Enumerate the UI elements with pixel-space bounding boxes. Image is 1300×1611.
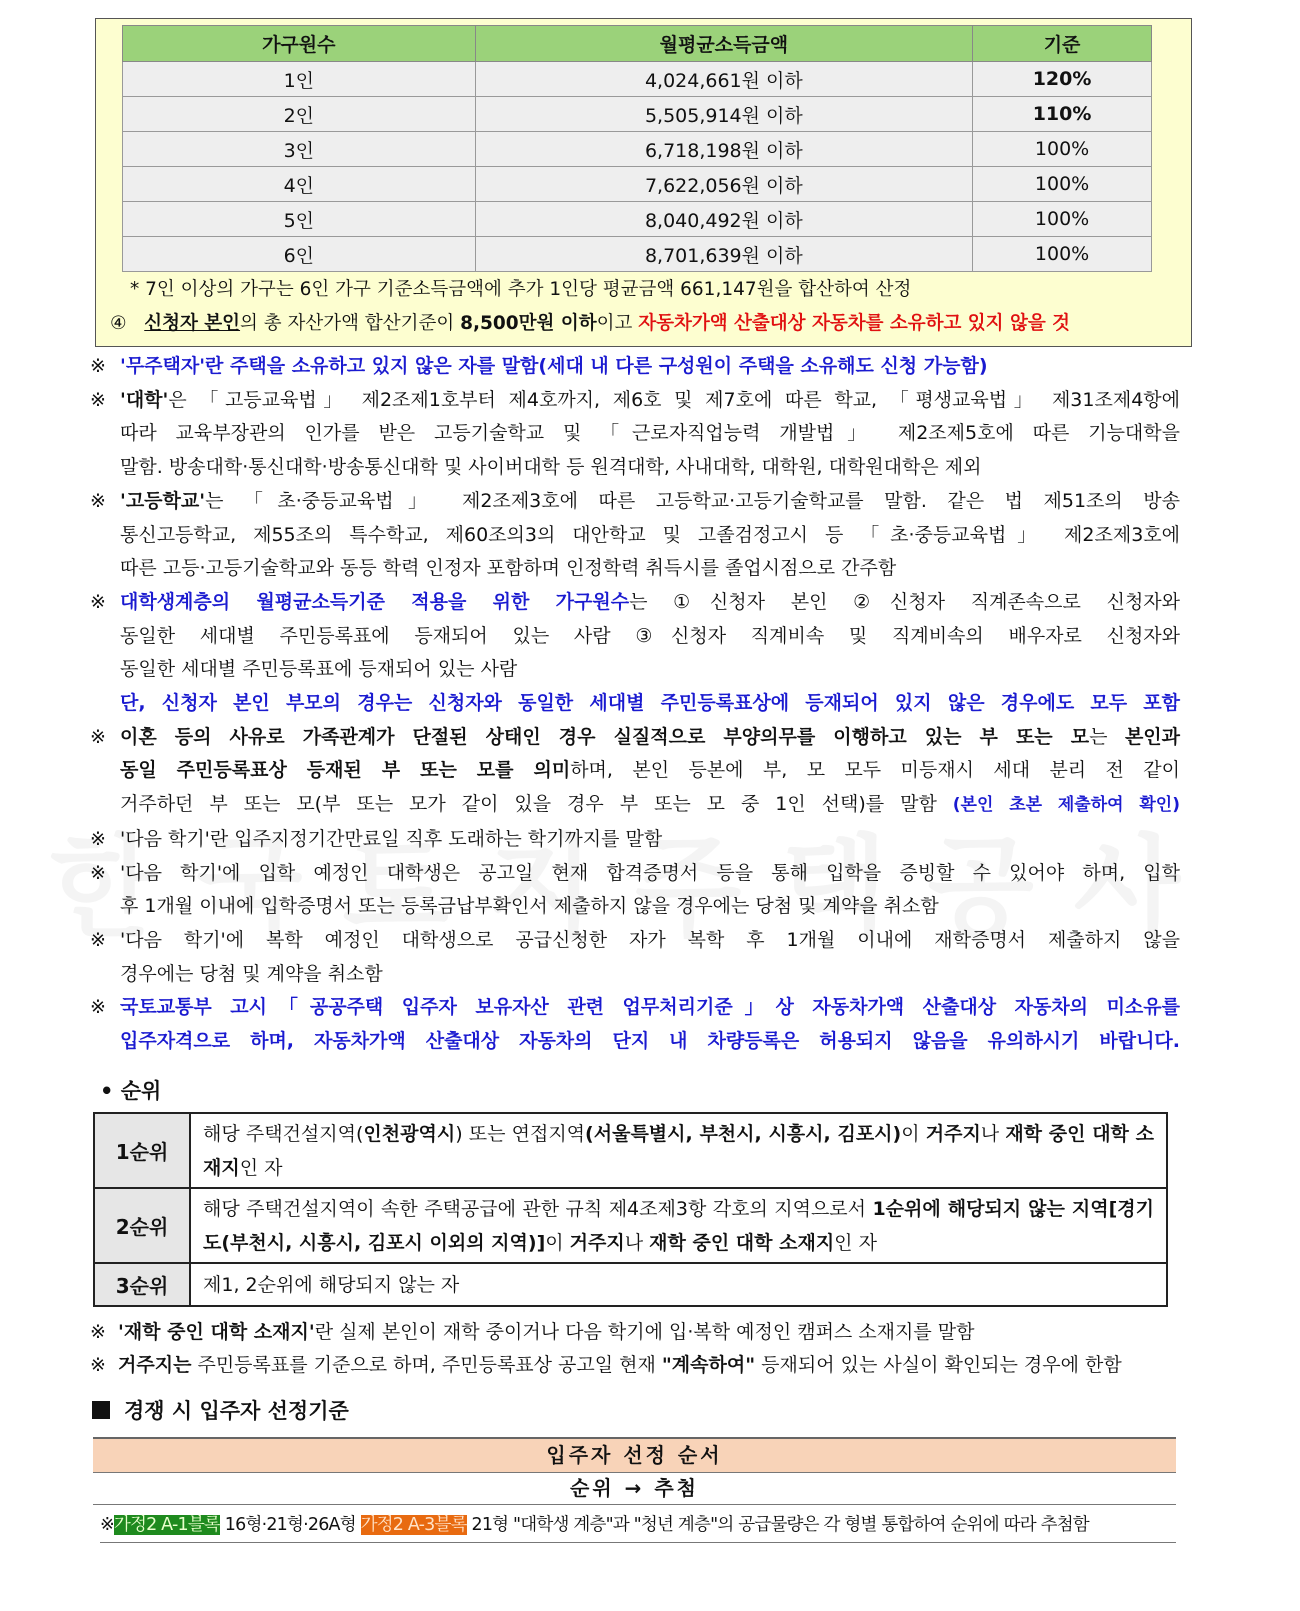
note-text: '다음 학기'에 입학 예정인 대학생은 공고일 현재 합격증명서 등을 통해 입학을 증빙할 수 있어야 하며, 입학 xyxy=(120,861,1180,884)
note-text xyxy=(120,754,1180,788)
note-text: 후 1개월 이내에 입학증명서 또는 등록금납부확인서 제출하지 않을 경우에는 당첨 및 계약을 취소함 xyxy=(120,895,939,918)
cell-household: 5인 xyxy=(123,202,476,237)
note-vehicle xyxy=(90,991,1180,1025)
rank-notes xyxy=(90,1316,1122,1382)
note-blue: (본인 초본 제출하여 확인) xyxy=(952,795,1180,816)
table-row xyxy=(123,202,1152,237)
note-text: 동일한 세대별 주민등록표에 등재되어 있는 사람 ③신청자 직계비속 및 직계비속의 배우자로 신청자와 xyxy=(120,624,1180,647)
note-text: 동일한 세대별 주민등록표에 등재되어 있는 사람 xyxy=(120,658,518,681)
cell-standard: 100% xyxy=(973,237,1152,272)
cell-income: 4,024,661원 이하 xyxy=(475,62,973,97)
rank-bold: (서울특별시, 부천시, 시흥시, 김포시) xyxy=(585,1122,902,1145)
selection-header: 입주자 선정 순서 xyxy=(93,1437,1176,1473)
rank-bold: 거주지 xyxy=(569,1231,625,1254)
note-mark: ※ xyxy=(90,928,106,951)
cell-household: 6인 xyxy=(123,237,476,272)
header-standard: 기준 xyxy=(973,26,1152,62)
note-text: 주민등록표를 기준으로 하며, 주민등록표상 공고일 현재 xyxy=(191,1354,662,1376)
rank-text: 인 자 xyxy=(239,1156,283,1179)
cell-income: 5,505,914원 이하 xyxy=(475,97,973,132)
note-bold: 본인과 xyxy=(1124,725,1180,748)
rank-table xyxy=(93,1112,1168,1307)
selection-order: 순위 → 추첨 xyxy=(93,1472,1176,1505)
rank-text: ) 또는 연접지역 xyxy=(455,1122,586,1145)
note-line xyxy=(90,552,1180,586)
cell-standard: 100% xyxy=(973,167,1152,202)
criteria-text: 이고 xyxy=(596,313,639,334)
note-text: 21형 "대학생 계층"과 "청년 계층"의 공급물량은 각 형별 통합하여 순위에 따라 추첨함 xyxy=(466,1515,1089,1535)
note-text: '무주택자'란 주택을 소유하고 있지 않은 자를 말함(세대 내 다른 구성원이 주택을 소유해도 신청 가능함) xyxy=(120,355,988,377)
note-text: 국토교통부 고시「공공주택 입주자 보유자산 관련 업무처리기준」상 자동차가액 산출대상 자동차의 미소유를 xyxy=(120,996,1180,1019)
criteria-amount: 8,500만원 이하 xyxy=(460,313,597,334)
rank-text: 나 xyxy=(624,1231,650,1254)
note-mark: ※ xyxy=(90,1321,106,1343)
cell-household: 2인 xyxy=(123,97,476,132)
rank-text: 이 xyxy=(545,1231,570,1254)
note-text: 따른 고등·고등기술학교와 동등 학력 인정자 포함하며 인정학력 취득시를 졸업시점으로 간주함 xyxy=(120,557,897,580)
note-line xyxy=(90,687,1180,721)
rank-note xyxy=(90,1349,1122,1382)
note-text: 16형·21형·26A형 xyxy=(220,1515,361,1535)
income-criteria-box xyxy=(95,18,1192,347)
note-mark: ※ xyxy=(90,590,106,613)
note-key: 대학생계층의 월평균소득기준 적용을 위한 가구원수 xyxy=(120,590,630,613)
note-text: 경우에는 당첨 및 계약을 취소함 xyxy=(120,962,383,985)
criteria-car: 자동차가액 산출대상 자동차를 소유하고 있지 않을 것 xyxy=(638,313,1071,334)
note-mark: ※ xyxy=(90,861,106,884)
note-text xyxy=(120,384,1180,418)
note-line xyxy=(90,620,1180,654)
cell-income: 8,040,492원 이하 xyxy=(475,202,973,237)
note-text xyxy=(120,586,1180,620)
cell-standard: 100% xyxy=(973,132,1152,167)
note-line xyxy=(90,1025,1180,1059)
note-line xyxy=(90,519,1180,553)
cell-standard: 110% xyxy=(973,97,1152,132)
note-text xyxy=(120,788,1180,823)
note-mark: ※ xyxy=(100,1515,114,1535)
note-key: '대학' xyxy=(120,388,169,411)
note-no-house xyxy=(90,350,1180,384)
criteria-text: 의 총 자산가액 합산기준이 xyxy=(240,313,461,334)
note-divorce xyxy=(90,721,1180,755)
note-key: '재학 중인 대학 소재지' xyxy=(118,1321,315,1343)
rank-bold: 거주지 xyxy=(925,1122,981,1145)
cell-standard: 100% xyxy=(973,202,1152,237)
note-key: 거주지는 xyxy=(118,1354,192,1376)
rank-bold: 재학 중인 대학 소재지 xyxy=(649,1231,835,1254)
note-mark: ※ xyxy=(90,827,106,850)
rank-text: 해당 주택건설지역이 속한 주택공급에 관한 규칙 제4조제3항 각호의 지역으로서 xyxy=(203,1197,873,1220)
section-title: 경쟁 시 입주자 선정기준 xyxy=(124,1399,349,1423)
note-text xyxy=(120,721,1180,755)
note-text: 단, 신청자 본인 부모의 경우는 신청자와 동일한 세대별 주민등록표상에 등재되어 있지 않은 경우에도 모두 포함 xyxy=(120,692,1180,715)
note-mark: ※ xyxy=(90,996,106,1019)
note-line xyxy=(90,417,1180,451)
rank-text: 인 자 xyxy=(834,1231,877,1254)
cell-household: 1인 xyxy=(123,62,476,97)
rank-text: 해당 주택건설지역( xyxy=(203,1122,364,1145)
rank-bold: 인천광역시 xyxy=(363,1122,456,1145)
note-line xyxy=(90,788,1180,823)
rank-label: 1순위 xyxy=(94,1113,190,1188)
note-text: 란 실제 본인이 재학 중이거나 다음 학기에 입·복학 예정인 캠퍼스 소재지를 말함 xyxy=(314,1321,975,1343)
note-text: 통신고등학교, 제55조의 특수학교, 제60조의3의 대안학교 및 고졸검정고시 등 「초·중등교육법」 제2조제3호에 xyxy=(120,523,1180,546)
note-line xyxy=(90,958,1180,992)
note-mark: ※ xyxy=(90,725,106,748)
note-line: 거주하던 부 또는 모(부 또는 모가 같이 있을 경우 부 또는 모 중 1인 선택)를 말함 xyxy=(120,793,953,816)
section-selection xyxy=(92,1395,349,1425)
asset-criteria xyxy=(110,309,1070,335)
cell-household: 3인 xyxy=(123,132,476,167)
criteria-applicant: 신청자 본인 xyxy=(144,313,241,334)
cell-income: 7,622,056원 이하 xyxy=(475,167,973,202)
note-bold: 동일 주민등록표상 등재된 부 또는 모를 의미 xyxy=(120,759,571,782)
note-text: 말함. 방송대학·통신대학·방송통신대학 및 사이버대학 등 원격대학, 사내대학, 대학원, 대학원대학은 제외 xyxy=(120,456,982,479)
note-text xyxy=(120,485,1180,519)
income-table-header xyxy=(123,26,1152,62)
table-row xyxy=(123,62,1152,97)
table-row xyxy=(94,1263,1167,1306)
header-household: 가구원수 xyxy=(123,26,476,62)
note-household-count xyxy=(90,586,1180,620)
cell-standard: 120% xyxy=(973,62,1152,97)
block-badge-a1: 가정2 A-1블록 xyxy=(113,1515,221,1535)
income-table-note: * 7인 이상의 가구는 6인 가구 기준소득금액에 추가 1인당 평균금액 661,147원을 합산하여 산정 xyxy=(130,279,912,300)
note-text: '다음 학기'란 입주지정기간만료일 직후 도래하는 학기까지를 말함 xyxy=(120,827,663,850)
table-row xyxy=(123,167,1152,202)
cell-income: 6,718,198원 이하 xyxy=(475,132,973,167)
note-text: '다음 학기'에 복학 예정인 대학생으로 공급신청한 자가 복학 후 1개월 이내에 재학증명서 제출하지 않을 xyxy=(120,928,1180,951)
note-highschool xyxy=(90,485,1180,519)
rank-label: 3순위 xyxy=(94,1263,190,1306)
rank-title: • 순위 xyxy=(100,1079,162,1103)
note-line: 하며, 본인 등본에 부, 모 모두 미등재시 세대 분리 전 같이 xyxy=(570,759,1181,782)
note-mark: ※ xyxy=(90,388,106,411)
note-key: '고등학교' xyxy=(120,489,206,512)
table-row xyxy=(123,132,1152,167)
rank-desc: 제1, 2순위에 해당되지 않는 자 xyxy=(190,1263,1167,1306)
note-line xyxy=(90,451,1180,485)
note-bold: 이혼 등의 사유로 가족관계가 단절된 상태인 경우 실질적으로 부양의무를 이행하고 있는 부 또는 모 xyxy=(120,725,1090,748)
table-row xyxy=(123,97,1152,132)
note-mark: ※ xyxy=(90,489,106,512)
income-table xyxy=(122,25,1152,272)
note-mark: ※ xyxy=(90,355,106,377)
table-row xyxy=(94,1188,1167,1263)
rank-note xyxy=(90,1316,1122,1349)
note-line: 는 xyxy=(1089,725,1125,748)
note-line: 은 「고등교육법」 제2조제1호부터 제4호까지, 제6호 및 제7호에 따른 학교, 「평생교육법」 제31조제4항에 xyxy=(168,388,1180,411)
note-admission xyxy=(90,857,1180,891)
cell-household: 4인 xyxy=(123,167,476,202)
note-line xyxy=(90,890,1180,924)
block-badge-a3: 가정2 A-3블록 xyxy=(360,1515,467,1535)
criteria-number: ④ xyxy=(110,313,127,334)
note-bold: "계속하여" xyxy=(661,1354,756,1376)
note-line: 는 ①신청자 본인 ②신청자 직계존속으로 신청자와 xyxy=(629,590,1181,613)
note-line xyxy=(90,653,1180,687)
rank-bold: 재학 중인 대학 소재지 xyxy=(203,1122,1154,1179)
note-university xyxy=(90,384,1180,418)
notes-list xyxy=(90,350,1180,1059)
rank-text: 나 xyxy=(980,1122,1006,1145)
rank-text: 이 xyxy=(901,1122,926,1145)
rank-desc xyxy=(190,1188,1167,1263)
cell-income: 8,701,639원 이하 xyxy=(475,237,973,272)
note-line xyxy=(90,754,1180,788)
note-next-semester xyxy=(90,823,1180,857)
square-bullet-icon xyxy=(92,1401,110,1419)
note-text: 입주자격으로 하며, 자동차가액 산출대상 자동차의 단지 내 차량등록은 허용되지 않음을 유의하시기 바랍니다. xyxy=(120,1030,1180,1053)
note-text: 등재되어 있는 사실이 확인되는 경우에 한함 xyxy=(755,1354,1122,1376)
note-line: 는 「초·중등교육법」 제2조제3호에 따른 고등학교·고등기술학교를 말함. 같은 법 제51조의 방송 xyxy=(205,489,1180,512)
note-return xyxy=(90,924,1180,958)
selection-note xyxy=(100,1508,1176,1543)
table-row xyxy=(123,237,1152,272)
note-mark: ※ xyxy=(90,1354,106,1376)
rank-bold: 1순위에 해당되지 않는 지역[경기도(부천시, 시흥시, 김포시 이외의 지역)] xyxy=(203,1197,1154,1254)
rank-label: 2순위 xyxy=(94,1188,190,1263)
header-income: 월평균소득금액 xyxy=(475,26,973,62)
table-row xyxy=(94,1113,1167,1188)
rank-desc xyxy=(190,1113,1167,1188)
note-text: 따라 교육부장관의 인가를 받은 고등기술학교 및 「근로자직업능력 개발법」 제2조제5호에 따른 기능대학을 xyxy=(120,422,1180,445)
